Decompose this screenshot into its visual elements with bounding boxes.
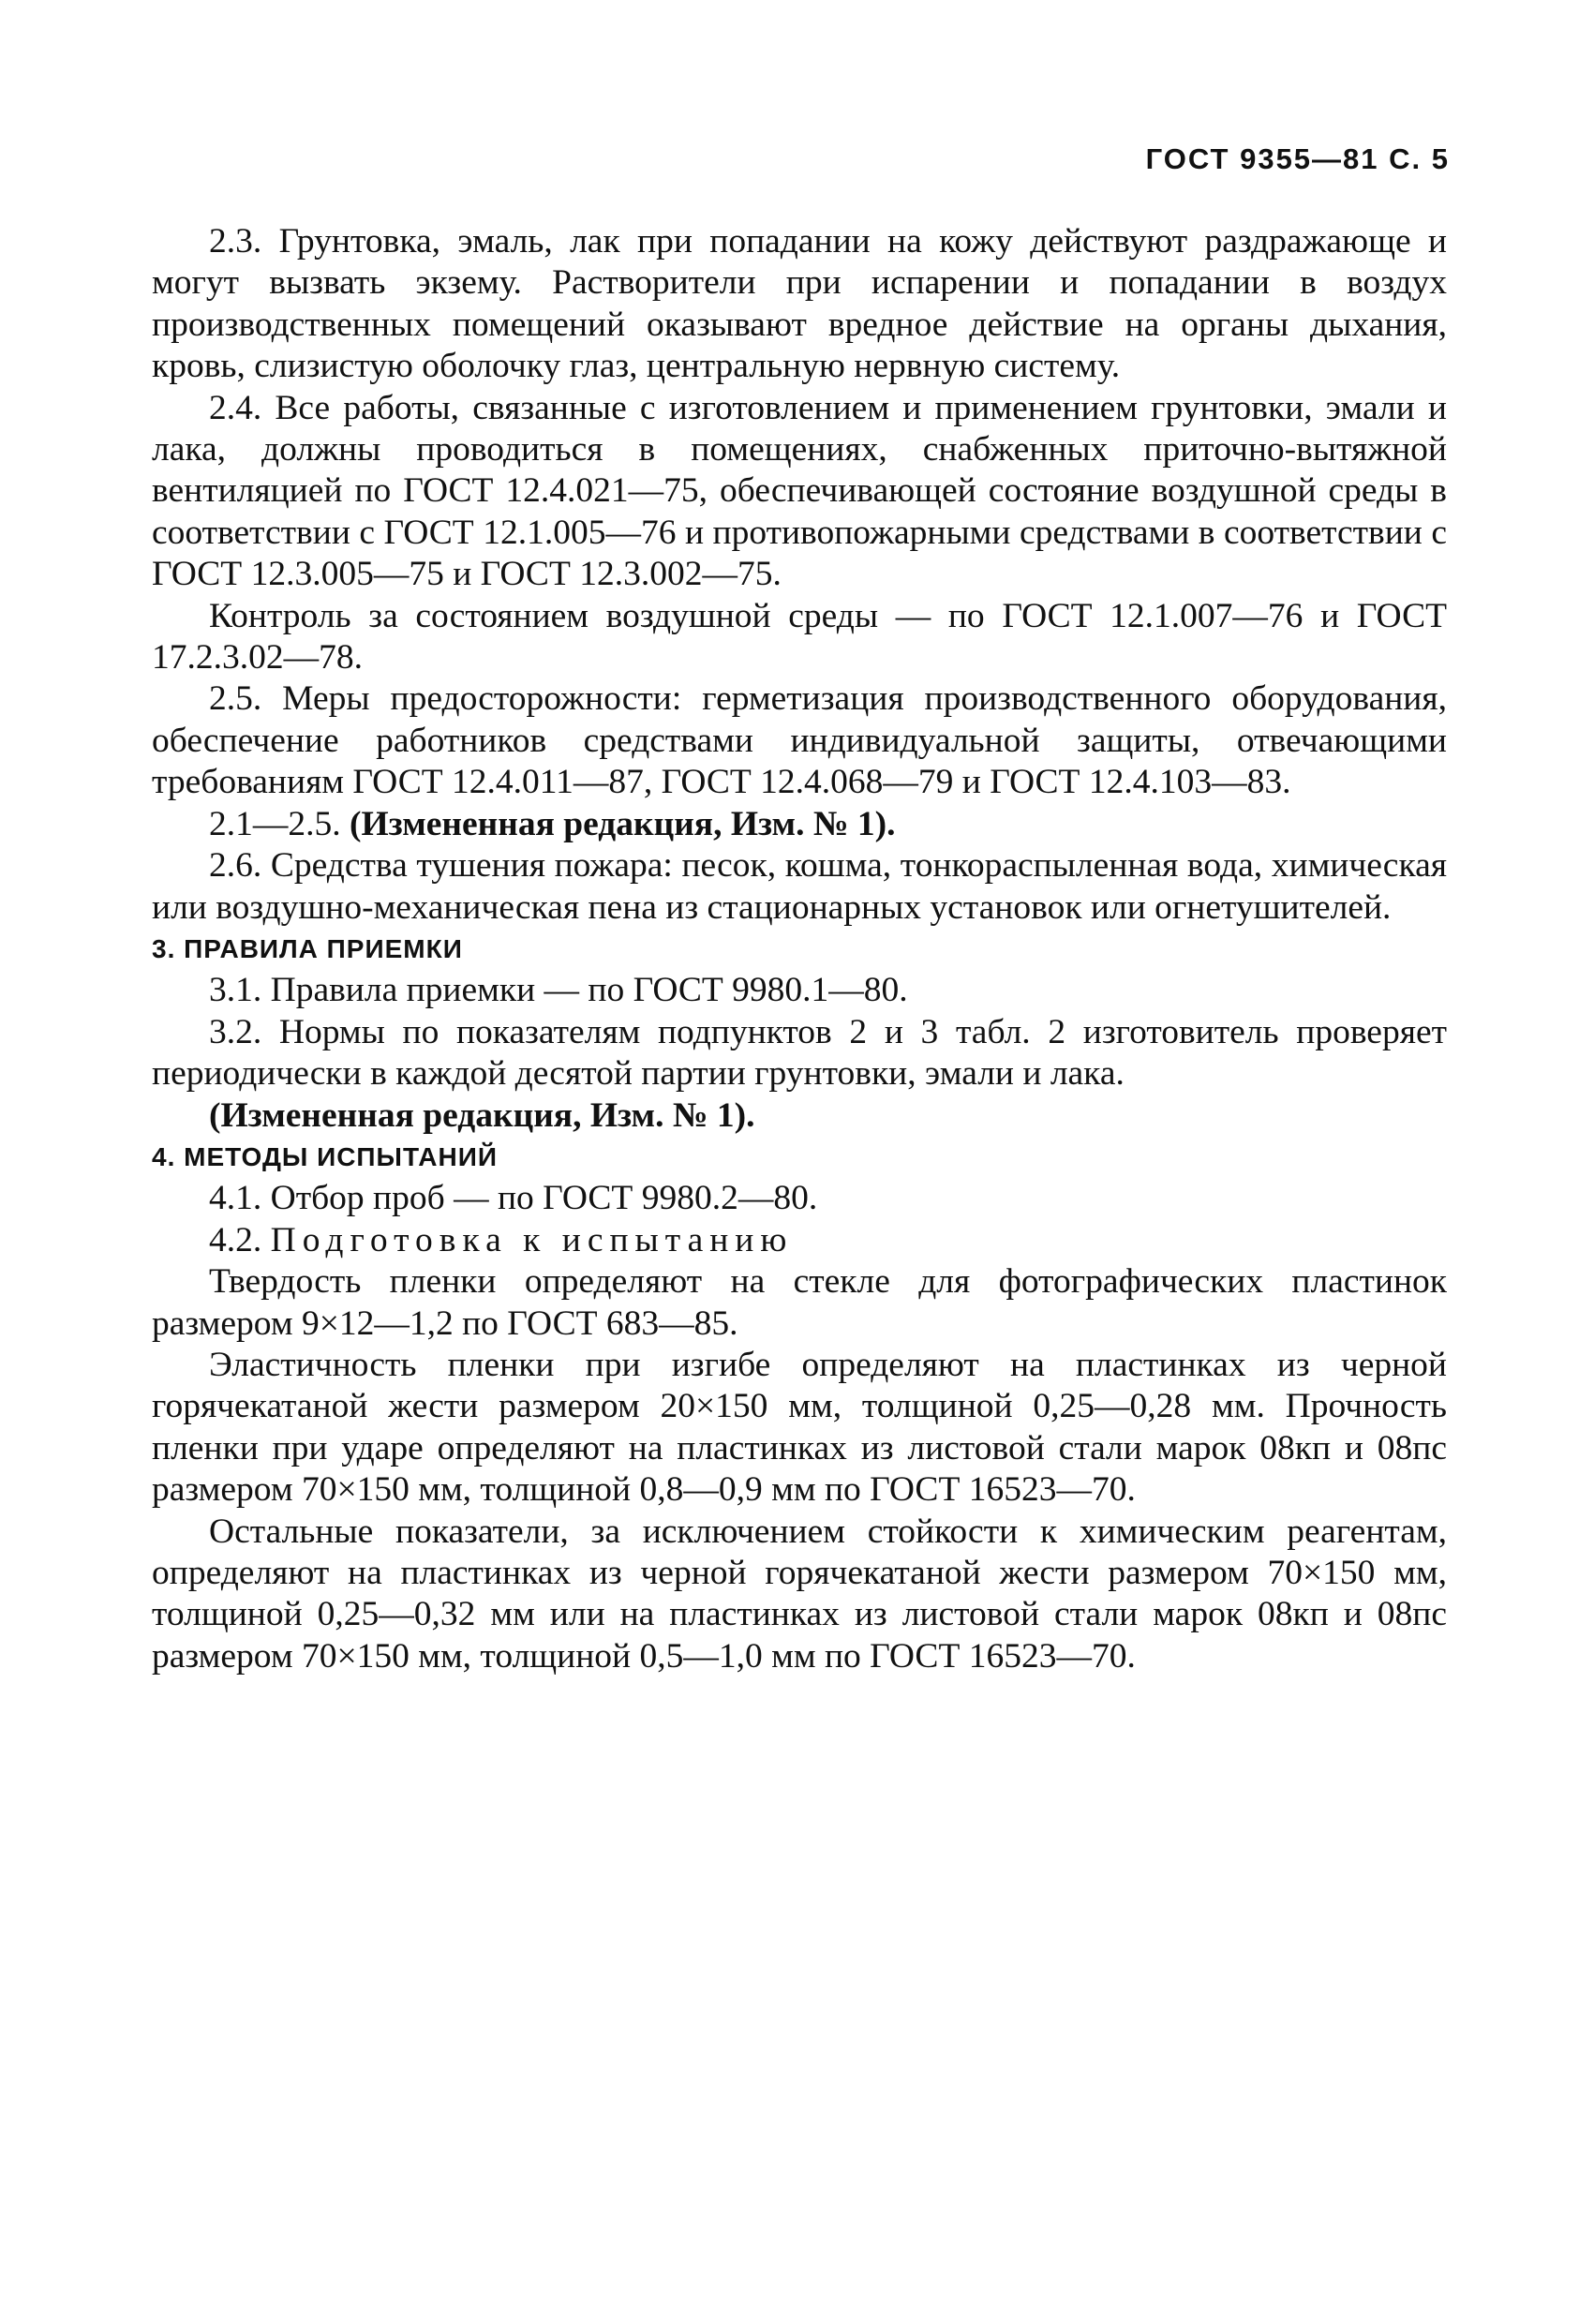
paragraph-4-2-elasticity: Эластичность пленки при изгибе определяют на пластинках из черной горячекатаной жести размером 20×150 мм, толщиной 0,25—0,28 мм. Прочность пленки при ударе определяют на пластинках из листовой стали марок 08кп и 08пс размером 70×150 мм, толщиной 0,8—0,9 мм по ГОСТ 16523—70. [152, 1345, 1447, 1510]
paragraph-2-4: 2.4. Все работы, связанные с изготовлением и применением грунтовки, эмали и лака, должны проводиться в помещениях, снабженных приточно-вытяжной вентиляцией по ГОСТ 12.4.021—75, обеспечивающей состояние воздушной среды в соответствии с ГОСТ 12.1.005—76 и противопожарными средствами в соответствии с ГОСТ 12.3.005—75 и ГОСТ 12.3.002—75. [152, 388, 1447, 594]
paragraph-3-2: 3.2. Нормы по показателям подпунктов 2 и 3 табл. 2 изготовитель проверяет периодически в каждой десятой партии грунтовки, эмали и лака. [152, 1012, 1447, 1094]
paragraph-2-5: 2.5. Меры предосторожности: герметизация производственного оборудования, обеспечение работников средствами индивидуальной защиты, отвечающими требованиям ГОСТ 12.4.011—87, ГОСТ 12.4.068—79 и ГОСТ 12.4.103—83. [152, 679, 1447, 802]
paragraph-4-2-other: Остальные показатели, за исключением стойкости к химическим реагентам, определяют на пластинках из черной горячекатаной жести размером 70×150 мм, толщиной 0,25—0,32 мм или на пластинках из листовой стали марок 08кп и 08пс размером 70×150 мм, толщиной 0,5—1,0 мм по ГОСТ 16523—70. [152, 1512, 1447, 1676]
note-prefix: 2.1—2.5. [209, 804, 350, 843]
spaced-heading: Подготовка к испытанию [270, 1220, 794, 1259]
paragraph-2-1-2-5-note [152, 804, 1447, 845]
paragraph-4-2-heading [152, 1220, 1447, 1261]
paragraph-number: 4.2. [209, 1220, 271, 1259]
paragraph-2-3: 2.3. Грунтовка, эмаль, лак при попадании на кожу действуют раздражающе и могут вызвать экзему. Растворители при испарении и попадании в воздух производственных помещений оказывают вредное действие на органы дыхания, кровь, слизистую оболочку глаз, центральную нервную систему. [152, 222, 1447, 386]
section-4-title: 4. МЕТОДЫ ИСПЫТАНИЙ [152, 1141, 498, 1171]
paragraph-2-6: 2.6. Средства тушения пожара: песок, кошма, тонкораспыленная вода, химическая или воздушно-механическая пена из стационарных установок или огнетушителей. [152, 846, 1447, 927]
paragraph-3-1: 3.1. Правила приемки — по ГОСТ 9980.1—80. [209, 971, 908, 1010]
amendment-note-3: (Измененная редакция, Изм. № 1). [209, 1095, 755, 1135]
paragraph-4-1: 4.1. Отбор проб — по ГОСТ 9980.2—80. [209, 1179, 818, 1218]
section-3-title: 3. ПРАВИЛА ПРИЕМКИ [152, 933, 463, 963]
page-header: ГОСТ 9355—81 С. 5 [1145, 142, 1450, 175]
amendment-note: (Измененная редакция, Изм. № 1). [350, 804, 896, 843]
paragraph-2-4-control: Контроль за состоянием воздушной среды — по ГОСТ 12.1.007—76 и ГОСТ 17.2.3.02—78. [152, 596, 1447, 678]
paragraph-4-2-hardness: Твердость пленки определяют на стекле для фотографических пластинок размером 9×12—1,2 по ГОСТ 683—85. [152, 1262, 1447, 1343]
document-body [152, 221, 1447, 1677]
